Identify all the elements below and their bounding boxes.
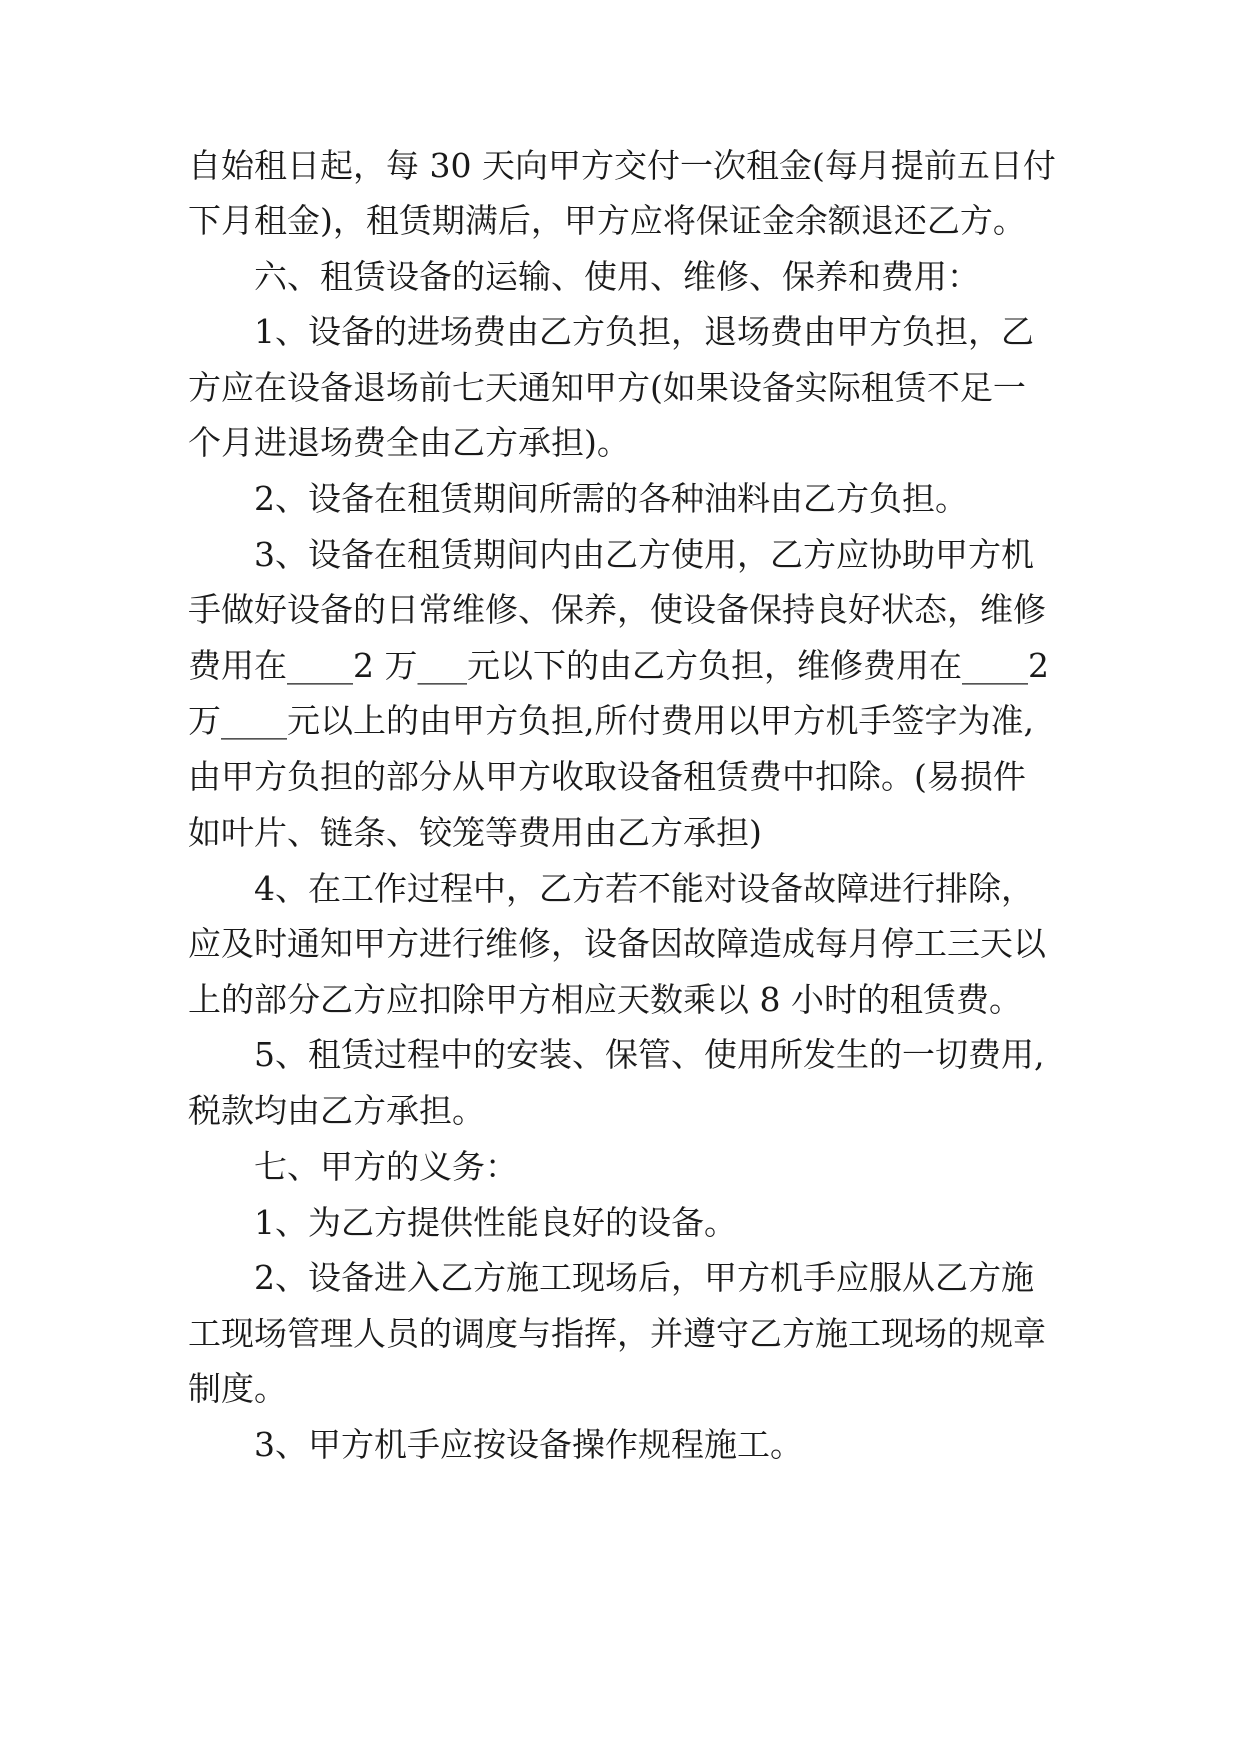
text-line: 上的部分乙方应扣除甲方相应天数乘以 8 小时的租赁费。 <box>188 980 1022 1019</box>
text-line: 税款均由乙方承担。 <box>188 1091 485 1130</box>
text-line: 自始租日起，每 30 天向甲方交付一次租金(每月提前五日付 <box>188 146 1056 185</box>
text-line: 应及时通知甲方进行维修，设备因故障造成每月停工三天以 <box>188 924 1046 963</box>
text-line: 制度。 <box>188 1369 287 1408</box>
section-heading: 七、甲方的义务： <box>254 1147 518 1186</box>
text-line: 5、租赁过程中的安装、保管、使用所发生的一切费用, <box>254 1035 1045 1074</box>
text-line: 3、甲方机手应按设备操作规程施工。 <box>254 1425 803 1464</box>
text-line: 2、设备在租赁期间所需的各种油料由乙方负担。 <box>254 479 968 518</box>
text-line: 工现场管理人员的调度与指挥，并遵守乙方施工现场的规章 <box>188 1314 1046 1353</box>
text-line: 方应在设备退场前七天通知甲方(如果设备实际租赁不足一 <box>188 368 1026 407</box>
section-heading: 六、租赁设备的运输、使用、维修、保养和费用： <box>254 257 980 296</box>
text-line: 如叶片、链条、铰笼等费用由乙方承担) <box>188 813 762 852</box>
text-line: 手做好设备的日常维修、保养，使设备保持良好状态，维修 <box>188 590 1046 629</box>
text-line: 费用在____2 万___元以下的由乙方负担，维修费用在____2 <box>188 646 1049 685</box>
text-line: 万____元以上的由甲方负担,所付费用以甲方机手签字为准, <box>188 701 1034 740</box>
text-line: 3、设备在租赁期间内由乙方使用，乙方应协助甲方机 <box>254 535 1034 574</box>
text-line: 下月租金)，租赁期满后，甲方应将保证金余额退还乙方。 <box>188 201 1026 240</box>
text-line: 1、为乙方提供性能良好的设备。 <box>254 1203 737 1242</box>
text-line: 2、设备进入乙方施工现场后，甲方机手应服从乙方施 <box>254 1258 1034 1297</box>
text-line: 个月进退场费全由乙方承担)。 <box>188 423 630 462</box>
text-line: 1、设备的进场费由乙方负担，退场费由甲方负担，乙 <box>254 312 1034 351</box>
text-line: 4、在工作过程中，乙方若不能对设备故障进行排除， <box>254 869 1034 908</box>
text-line: 由甲方负担的部分从甲方收取设备租赁费中扣除。(易损件 <box>188 757 1026 796</box>
